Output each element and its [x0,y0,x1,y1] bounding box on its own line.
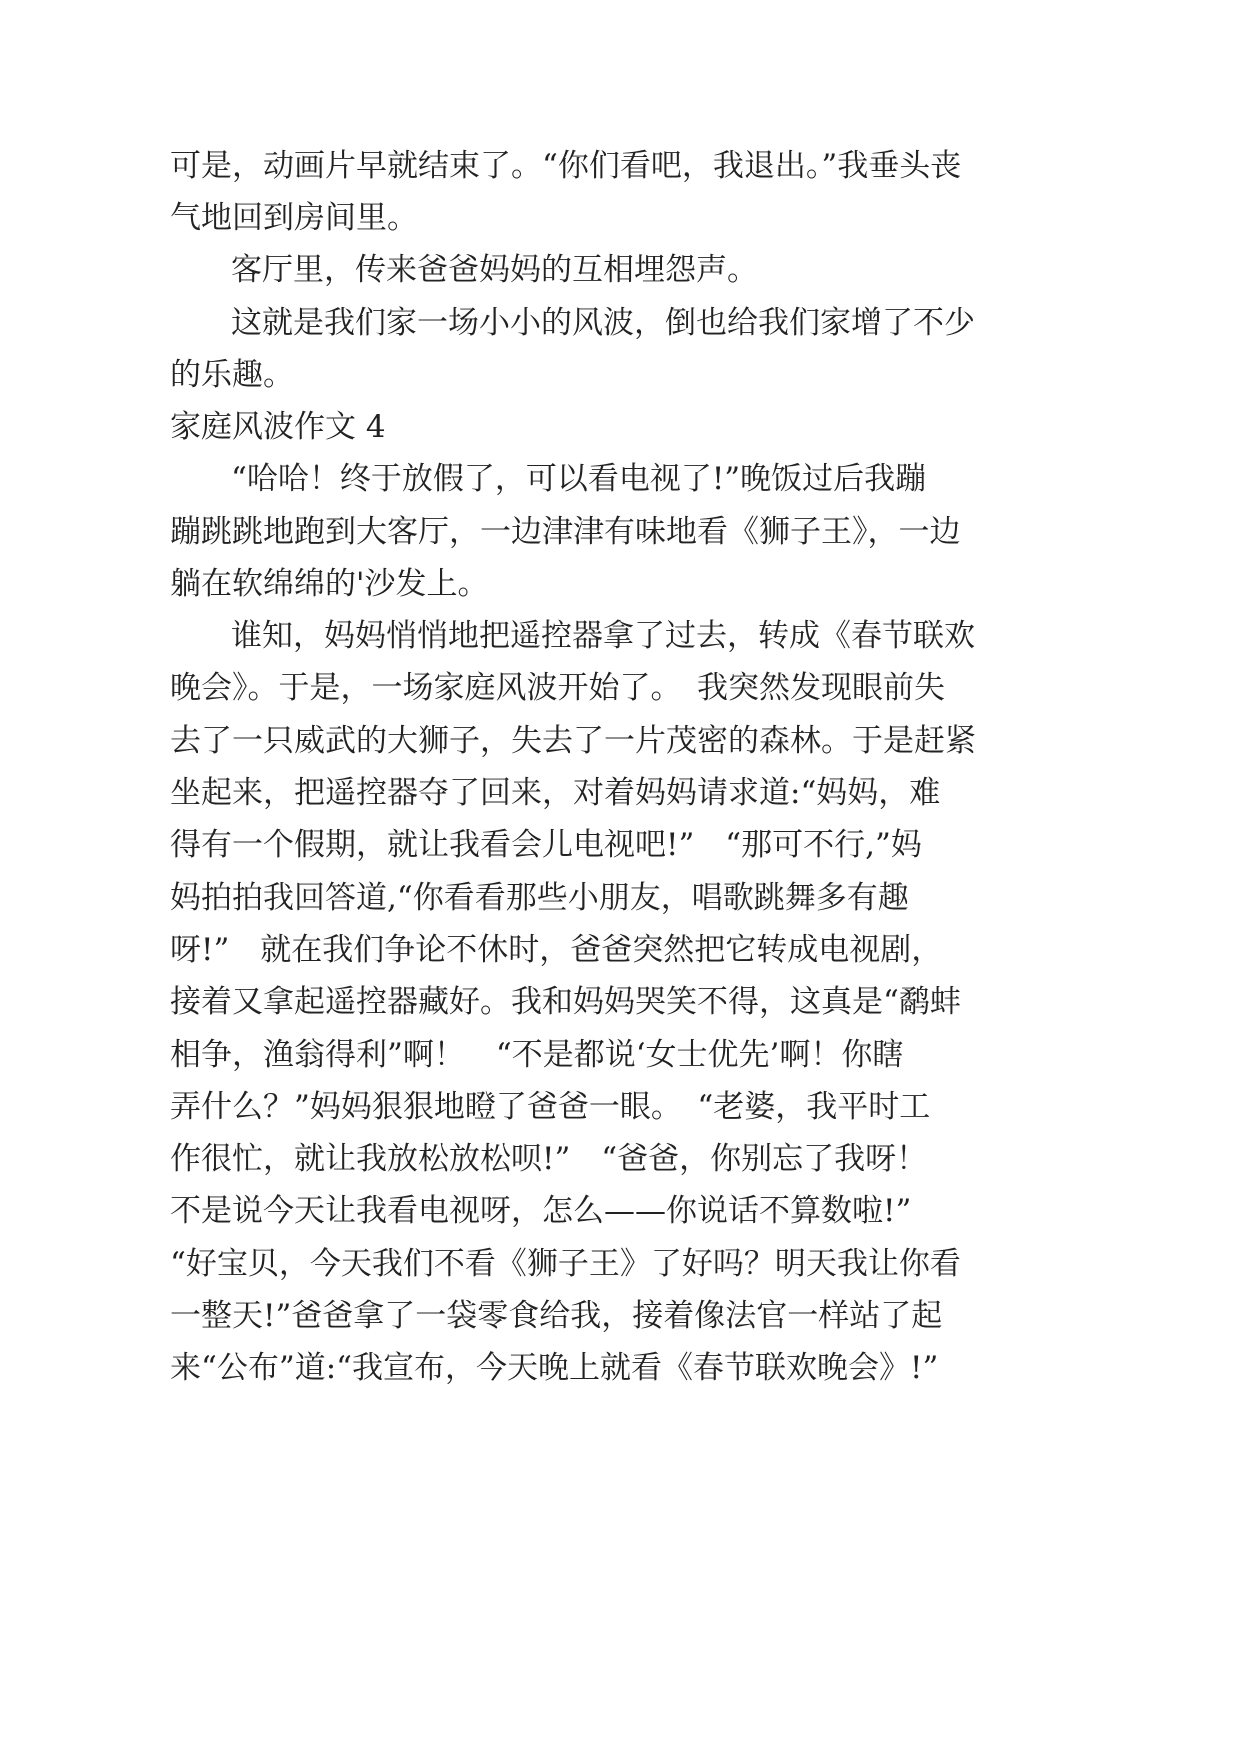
text-line: 相争，渔翁得利”啊！ “不是都说‘女士优先’啊！你瞎 [170,1037,904,1073]
text-line: 坐起来，把遥控器夺了回来，对着妈妈请求道:“妈妈，难 [170,775,941,811]
text-line: 躺在软绵绵的'沙发上。 [170,566,489,602]
text-line: 弄什么？”妈妈狠狠地瞪了爸爸一眼。 “老婆，我平时工 [170,1089,931,1125]
section-heading: 家庭风波作文 4 [170,409,386,445]
text-line: 一整天!”爸爸拿了一袋零食给我，接着像法官一样站了起 [170,1298,943,1334]
text-line: 呀!” 就在我们争论不休时，爸爸突然把它转成电视剧， [170,932,943,968]
text-line: 蹦跳跳地跑到大客厅，一边津津有味地看《狮子王》，一边 [170,514,961,550]
text-line: 得有一个假期，就让我看会儿电视吧!” “那可不行,”妈 [170,827,922,863]
text-line: 不是说今天让我看电视呀，怎么——你说话不算数啦!” [170,1193,912,1229]
text-line: 可是，动画片早就结束了。“你们看吧，我退出。”我垂头丧 [170,148,962,184]
text-line: 的乐趣。 [170,357,294,393]
text-line: 来“公布”道:“我宣布，今天晚上就看《春节联欢晚会》!” [170,1350,939,1386]
text-line: 这就是我们家一场小小的风波，倒也给我们家增了不少 [231,305,975,341]
text-line: 气地回到房间里。 [170,200,418,236]
text-line: 接着又拿起遥控器藏好。我和妈妈哭笑不得，这真是“鹬蚌 [170,984,961,1020]
text-line: 作很忙，就让我放松放松呗!” “爸爸，你别忘了我呀！ [170,1141,928,1177]
text-line: 晚会》。于是，一场家庭风波开始了。 我突然发现眼前失 [170,670,945,706]
text-line: 去了一只威武的大狮子，失去了一片茂密的森林。于是赶紧 [170,723,976,759]
text-line: “哈哈！终于放假了，可以看电视了!”晚饭过后我蹦 [231,461,927,497]
text-line: 妈拍拍我回答道,“你看看那些小朋友，唱歌跳舞多有趣 [170,880,909,916]
text-line: 谁知，妈妈悄悄地把遥控器拿了过去，转成《春节联欢 [231,618,975,654]
text-line: 客厅里，传来爸爸妈妈的互相埋怨声。 [231,252,758,288]
text-line: “好宝贝，今天我们不看《狮子王》了好吗？明天我让你看 [170,1246,961,1282]
